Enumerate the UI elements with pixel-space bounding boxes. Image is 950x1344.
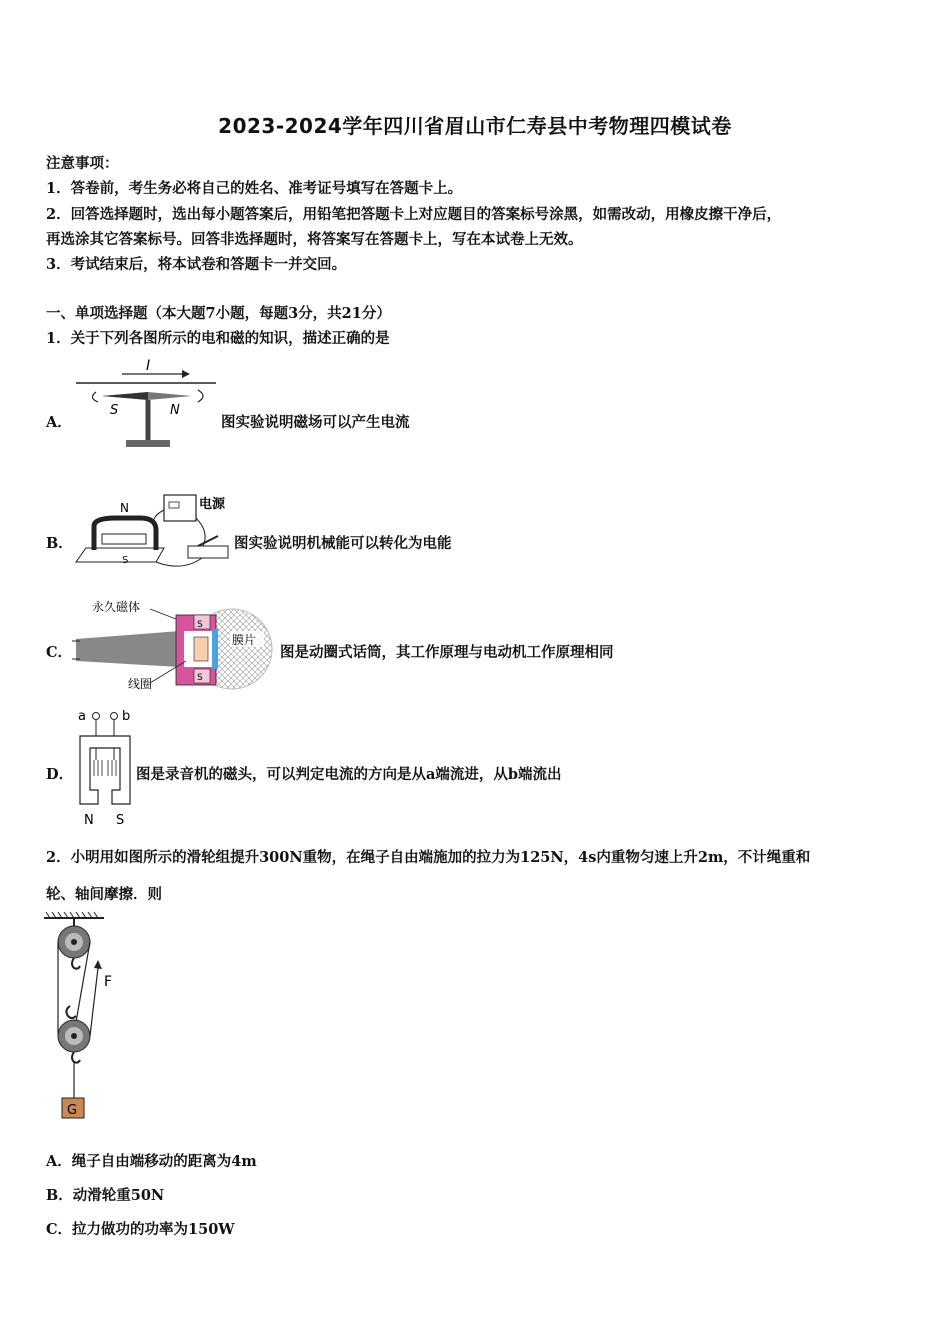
- q1-option-d-text: 图是录音机的磁头，可以判定电流的方向是从a端流进，从b端流出: [136, 766, 562, 783]
- s-pole-label: S: [110, 403, 119, 418]
- notice-heading: 注意事项：: [46, 155, 119, 172]
- q1-option-a-label: A．: [46, 414, 72, 431]
- q2-option-b: B．动滑轮重50N: [46, 1187, 165, 1204]
- q1-option-c-label: C．: [46, 644, 73, 661]
- q2-option-a: A．绳子自由端移动的距离为4m: [46, 1153, 257, 1170]
- pole-n-label: N: [84, 813, 94, 828]
- generator-figure: [72, 490, 237, 578]
- power-label: 电源: [199, 497, 226, 512]
- q2-stem-line-1: 2．小明用如图所示的滑轮组提升300N重物，在绳子自由端施加的拉力为125N，4s内重物匀速上升2m，不计绳重和: [46, 849, 811, 866]
- notice-item-2-line-2: 再选涂其它答案标号。回答非选择题时，将答案写在答题卡上，写在本试卷上无效。: [46, 231, 583, 248]
- oersted-figure: [72, 352, 222, 456]
- q1-option-c-text: 图是动圈式话筒，其工作原理与电动机工作原理相同: [280, 644, 614, 661]
- diaphragm-label: 膜片: [232, 633, 257, 647]
- terminal-b-label: b: [122, 709, 131, 724]
- notice-item-1: 1．答卷前，考生务必将自己的姓名、准考证号填写在答题卡上。: [46, 180, 463, 197]
- pulley-figure: [40, 910, 130, 1122]
- q1-option-b-text: 图实验说明机械能可以转化为电能: [234, 535, 452, 552]
- q1-option-a-text: 图实验说明磁场可以产生电流: [221, 414, 410, 431]
- c-s-bottom-label: S: [197, 673, 203, 683]
- tape-head-figure: [72, 706, 142, 830]
- section-heading: 一、单项选择题（本大题7小题，每题3分，共21分）: [46, 305, 391, 322]
- q1-option-b-label: B．: [46, 535, 73, 552]
- q1-option-d-label: D．: [46, 766, 74, 783]
- magnet-label: 永久磁体: [92, 600, 141, 614]
- coil-label: 线圈: [128, 677, 153, 691]
- q2-option-c: C．拉力做功的功率为150W: [46, 1221, 235, 1238]
- b-s-label: S: [122, 555, 129, 566]
- q1-stem: 1．关于下列各图所示的电和磁的知识，描述正确的是: [46, 330, 390, 347]
- force-label: F: [104, 974, 113, 990]
- current-label: I: [146, 358, 151, 374]
- notice-item-2-line-1: 2．回答选择题时，选出每小题答案后，用铅笔把答题卡上对应题目的答案标号涂黑，如需改动，用橡皮擦干净后，: [46, 206, 782, 223]
- notice-item-3: 3．考试结束后，将本试卷和答题卡一并交回。: [46, 256, 347, 273]
- n-pole-label: N: [170, 403, 180, 418]
- weight-label: G: [67, 1103, 78, 1118]
- page-title: 2023-2024学年四川省眉山市仁寿县中考物理四模试卷: [218, 114, 732, 138]
- terminal-a-label: a: [78, 709, 86, 724]
- microphone-figure: [72, 597, 277, 693]
- b-n-label: N: [120, 501, 129, 515]
- q2-stem-line-2: 轮、轴间摩擦．则: [46, 886, 162, 903]
- pole-s-label: S: [116, 813, 125, 828]
- c-s-top-label: S: [197, 620, 203, 630]
